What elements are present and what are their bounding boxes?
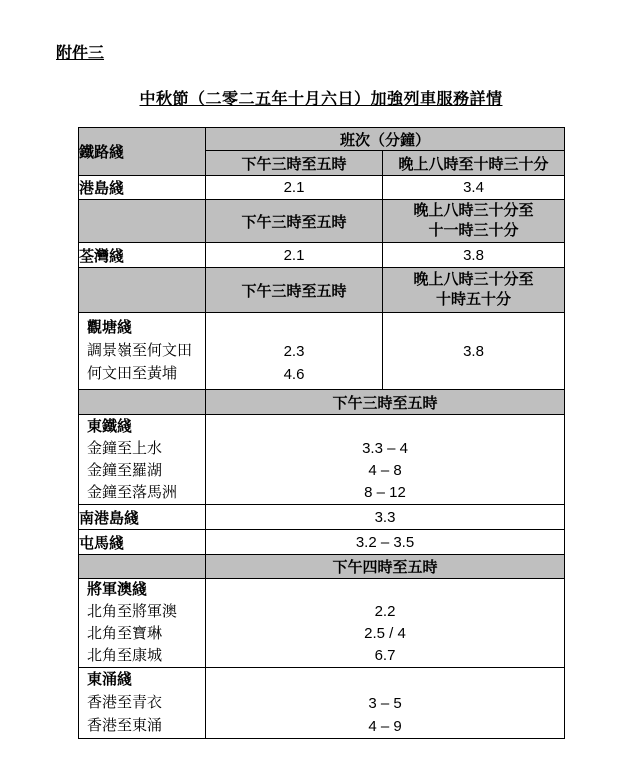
kwun-tong-period-row: [79, 268, 565, 313]
kwun-tong-afternoon-values: [206, 313, 383, 390]
route-value: 8 – 12: [364, 483, 406, 501]
south-island-value: 3.3: [206, 505, 565, 530]
line-name: 東涌綫: [87, 671, 133, 688]
tung-chung-values: [206, 668, 565, 739]
tseung-kwan-o-line-name-cell: [79, 579, 206, 668]
tung-chung-line-row: [79, 668, 565, 739]
spacer-line: [206, 669, 564, 692]
island-period-evening-cell: 晚上八時至十時三十分: [383, 151, 565, 176]
tseung-kwan-o-line-row: [79, 579, 565, 668]
line-name: 東鐵綫: [87, 418, 133, 435]
route-value: 2.5 / 4: [364, 625, 406, 642]
route-label: 金鐘至羅湖: [87, 462, 163, 479]
tseung-kwan-o-values: [206, 579, 565, 668]
period-row-4to5: [79, 555, 565, 579]
spacer-line: [206, 317, 382, 340]
route-label: 何文田至黃埔: [87, 365, 178, 382]
route-label: 香港至青衣: [87, 694, 163, 711]
period-evening-line1: 晚上八時三十分至: [413, 203, 534, 219]
route-value: 3.3 – 4: [362, 439, 408, 457]
attachment-label: 附件三: [56, 45, 105, 62]
empty-gray-cell: [79, 268, 206, 313]
route-label: 北角至將軍澳: [87, 604, 178, 620]
spacer-line: [206, 416, 564, 438]
route-value: 6.7: [374, 647, 396, 664]
tuen-ma-line-row: [79, 530, 565, 555]
tuen-ma-value: 3.2 – 3.5: [206, 530, 565, 555]
empty-gray-cell: [79, 555, 206, 579]
route-value: 3 – 5: [368, 694, 402, 712]
kwun-tong-period-afternoon-cell: 下午三時至五時: [206, 268, 383, 313]
header-row-1: [79, 128, 565, 151]
tsuen-wan-evening-value: 3.8: [383, 243, 565, 268]
period-evening-line2: 十一時三十分: [428, 223, 519, 239]
island-evening-value: 3.4: [383, 176, 565, 200]
east-rail-line-name-cell: [79, 415, 206, 505]
kwun-tong-period-evening-cell: [383, 268, 565, 313]
tsuen-wan-period-row: [79, 200, 565, 243]
line-name: 將軍澳綫: [87, 582, 148, 598]
kwun-tong-line-row: [79, 313, 565, 390]
route-value: 4 – 8: [368, 461, 402, 479]
route-label: 香港至東涌: [87, 717, 163, 734]
frequency-header-cell: 班次（分鐘）: [206, 128, 565, 151]
line-name: 觀塘綫: [87, 319, 133, 336]
island-line-row: [79, 176, 565, 200]
route-value: 2.3: [283, 342, 305, 360]
tsuen-wan-line-row: [79, 243, 565, 268]
island-period-afternoon-cell: 下午三時至五時: [206, 151, 383, 176]
spacer-line: [206, 579, 564, 601]
tung-chung-line-name-cell: [79, 668, 206, 739]
route-label: 金鐘至落馬洲: [87, 484, 178, 501]
island-afternoon-value: 2.1: [206, 176, 383, 200]
route-value: 4 – 9: [368, 717, 402, 735]
train-service-table: [78, 127, 565, 739]
island-line-name-cell: 港島綫: [79, 176, 206, 200]
route-label: 金鐘至上水: [87, 440, 163, 457]
route-value: 4.6: [283, 365, 305, 383]
tsuen-wan-period-afternoon-cell: 下午三時至五時: [206, 200, 383, 243]
route-label: 調景嶺至何文田: [87, 342, 193, 359]
rail-line-header-cell: 鐵路綫: [79, 128, 206, 176]
route-label: 北角至康城: [87, 648, 163, 664]
east-rail-line-row: [79, 415, 565, 505]
empty-gray-cell: [79, 200, 206, 243]
period-evening-line2: 十時五十分: [436, 292, 512, 308]
kwun-tong-line-name-cell: [79, 313, 206, 390]
kwun-tong-evening-value: 3.8: [383, 313, 565, 390]
tsuen-wan-period-evening-cell: [383, 200, 565, 243]
period-row-3to5: [79, 390, 565, 415]
tuen-ma-line-name-cell: 屯馬綫: [79, 530, 206, 555]
empty-gray-cell: [79, 390, 206, 415]
period-4to5-cell: 下午四時至五時: [206, 555, 565, 579]
period-3to5-cell: 下午三時至五時: [206, 390, 565, 415]
tsuen-wan-line-name-cell: 荃灣綫: [79, 243, 206, 268]
document-title: 中秋節（二零二五年十月六日）加強列車服務詳情: [139, 91, 503, 108]
south-island-line-name-cell: 南港島綫: [79, 505, 206, 530]
tsuen-wan-afternoon-value: 2.1: [206, 243, 383, 268]
period-evening-line1: 晚上八時三十分至: [413, 272, 534, 288]
south-island-line-row: [79, 505, 565, 530]
east-rail-values: [206, 415, 565, 505]
route-value: 2.2: [374, 603, 396, 620]
route-label: 北角至寶琳: [87, 626, 163, 642]
